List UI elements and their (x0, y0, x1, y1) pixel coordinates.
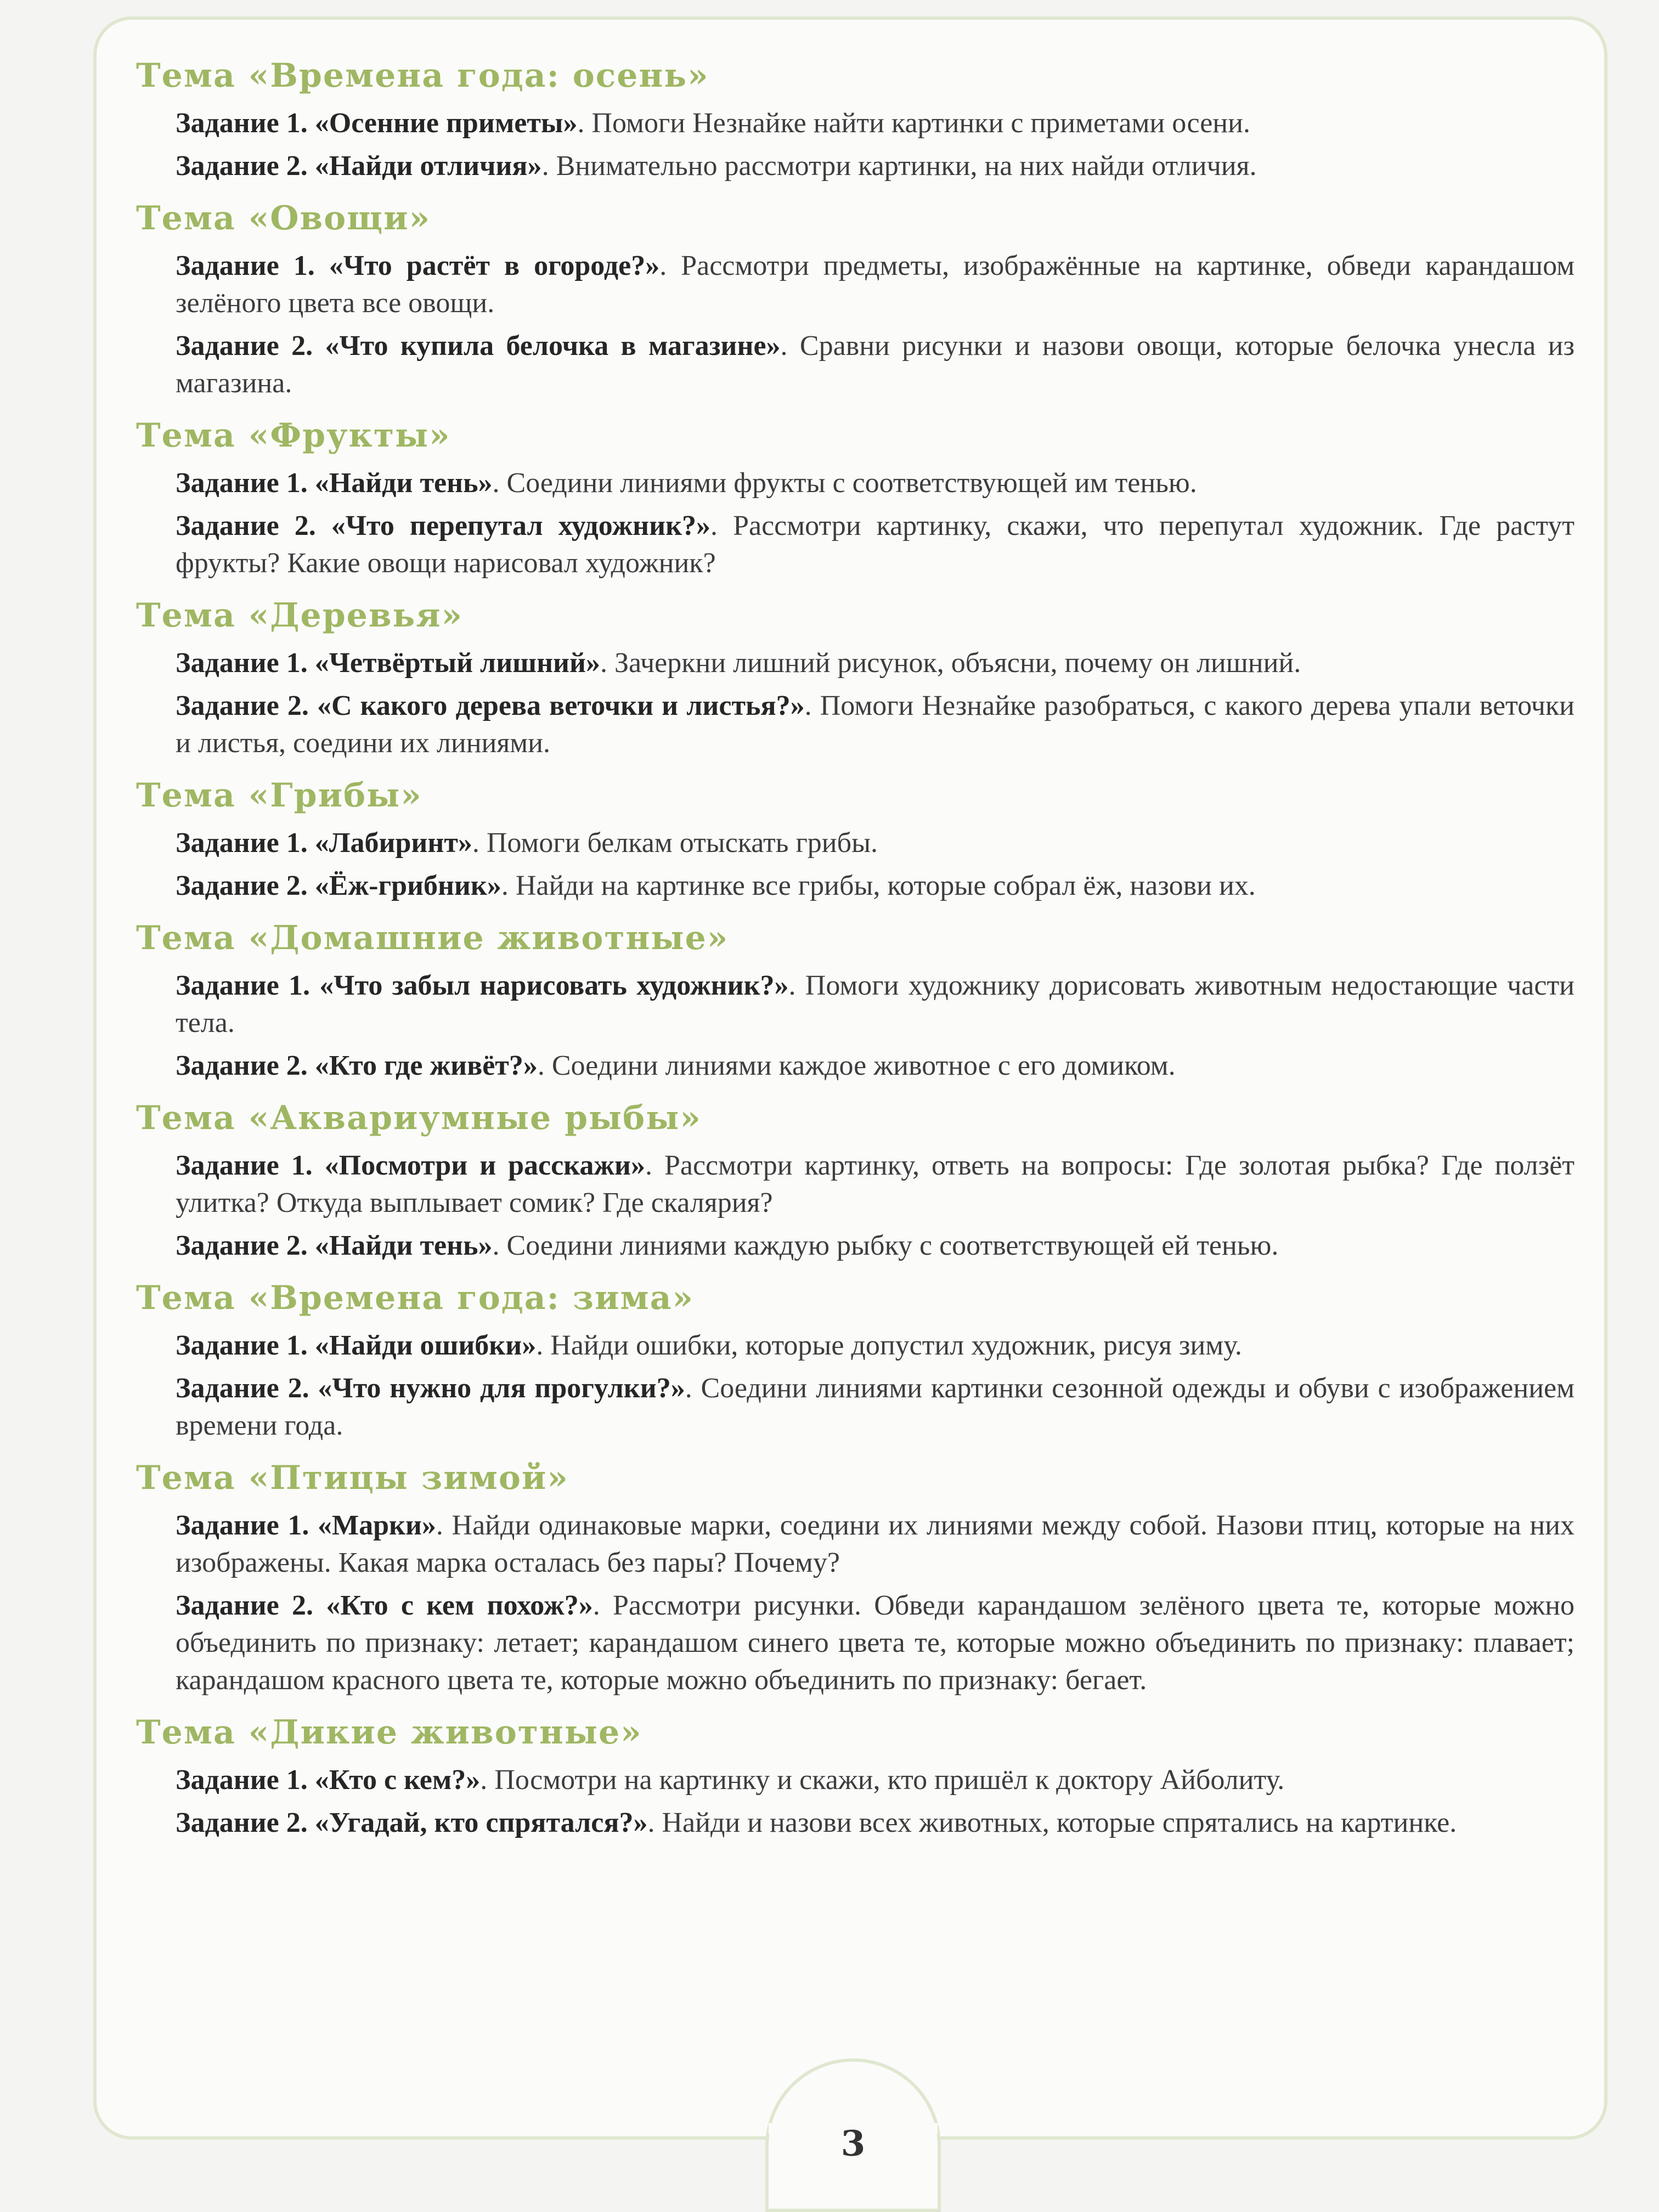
task-item (176, 1762, 1575, 1799)
task-item (176, 687, 1575, 762)
task-label: Задание 2. (176, 1050, 308, 1081)
task-name: «Что нужно для прогулки?» (318, 1373, 685, 1404)
task-item (176, 1370, 1575, 1444)
task-text: . Найди на картинке все грибы, которые собрал ёж, назови их. (501, 870, 1256, 901)
task-label: Задание 1. (176, 1150, 313, 1181)
task-item (176, 1147, 1575, 1222)
page-number: 3 (840, 2123, 866, 2164)
task-name: «Угадай, кто спрятался?» (314, 1807, 648, 1838)
task-text: . Соедини линиями картинки сезонной одежды и обуви с изображением времени года. (176, 1373, 1575, 1441)
task-text: . Посмотри на картинку и скажи, кто пришёл к доктору Айболиту. (480, 1764, 1285, 1796)
task-text: . Соедини линиями каждую рыбку с соответствующей ей тенью. (492, 1230, 1279, 1261)
section-autumn (126, 52, 1575, 185)
task-item (176, 148, 1575, 185)
task-label: Задание 2. (176, 870, 308, 901)
section-title: Тема «Фрукты» (136, 416, 451, 455)
task-item (176, 825, 1575, 862)
task-text: . Рассмотри картинку, ответь на вопросы: Где золотая рыбка? Где ползёт улитка? Откуда выплывает сомик? Где скалярия? (176, 1150, 1575, 1218)
task-text: . Найди одинаковые марки, соедини их линиями между собой. Назови птиц, которые на них изображены. Какая марка осталась без пары? Почему? (176, 1510, 1575, 1578)
section-title: Тема «Аквариумные рыбы» (136, 1099, 702, 1137)
section-title: Тема «Деревья» (136, 596, 464, 635)
task-text: . Помоги Незнайке найти картинки с приметами осени. (577, 108, 1250, 139)
task-label: Задание 2. (176, 690, 309, 721)
task-name: «Марки» (318, 1510, 436, 1541)
section-domestic-animals (126, 915, 1575, 1085)
task-item (176, 1804, 1575, 1842)
task-name: «Найди ошибки» (314, 1330, 537, 1361)
task-text: . Помоги белкам отыскать грибы. (472, 827, 878, 859)
task-item (176, 645, 1575, 682)
page-content (126, 52, 1575, 1847)
task-label: Задание 1. (176, 1764, 308, 1796)
task-name: «Найди отличия» (314, 150, 542, 182)
task-name: «Посмотри и расскажи» (324, 1150, 646, 1181)
task-name: «Что растёт в огороде?» (329, 250, 660, 281)
task-label: Задание 2. (176, 150, 308, 182)
task-text: . Найди и назови всех животных, которые спрятались на картинке. (647, 1807, 1457, 1838)
section-wild-animals (126, 1709, 1575, 1842)
task-label: Задание 1. (176, 827, 308, 859)
section-trees (126, 592, 1575, 762)
task-name: «Найди тень» (314, 467, 493, 499)
task-label: Задание 1. (176, 647, 308, 679)
task-text: . Внимательно рассмотри картинки, на них найди отличия. (541, 150, 1257, 182)
task-item (176, 1507, 1575, 1582)
task-item (176, 247, 1575, 322)
task-name: «Что забыл нарисовать художник?» (319, 970, 789, 1001)
task-item (176, 328, 1575, 402)
section-title: Тема «Времена года: осень» (136, 57, 709, 95)
task-text: . Соедини линиями фрукты с соответствующей им тенью. (492, 467, 1197, 499)
task-text: . Рассмотри рисунки. Обведи карандашом зелёного цвета те, которые можно объединить по признаку: летает; карандашом синего цвета те, которые можно объединить по признаку: плавает; карандашом красного цвета те, которые можно объединить по признаку: бегает. (176, 1590, 1575, 1696)
task-name: «Что перепутал художник?» (331, 510, 711, 541)
task-text: . Соедини линиями каждое животное с его домиком. (537, 1050, 1176, 1081)
task-label: Задание 1. (176, 467, 308, 499)
task-item (176, 465, 1575, 502)
task-label: Задание 1. (176, 250, 315, 281)
task-text: . Помоги Незнайке разобраться, с какого дерева упали веточки и листья, соедини их линиями. (176, 690, 1575, 759)
task-text: . Зачеркни лишний рисунок, объясни, почему он лишний. (600, 647, 1301, 679)
section-vegetables (126, 195, 1575, 402)
task-name: «Ёж-грибник» (314, 870, 501, 901)
task-text: . Найди ошибки, которые допустил художник, рисуя зиму. (536, 1330, 1242, 1361)
task-label: Задание 2. (176, 510, 316, 541)
task-item (176, 1227, 1575, 1265)
task-item (176, 105, 1575, 142)
task-label: Задание 2. (176, 1807, 308, 1838)
section-winter (126, 1274, 1575, 1444)
task-text: . Сравни рисунки и назови овощи, которые белочка унесла из магазина. (176, 330, 1575, 399)
section-title: Тема «Дикие животные» (136, 1713, 642, 1752)
task-text: . Рассмотри предметы, изображённые на картинке, обведи карандашом зелёного цвета все овощи. (176, 250, 1575, 319)
task-name: «Что купила белочка в магазине» (325, 330, 781, 362)
section-title: Тема «Домашние животные» (136, 919, 729, 957)
task-item (176, 507, 1575, 582)
task-name: «Осенние приметы» (314, 108, 578, 139)
section-aquarium-fish (126, 1094, 1575, 1265)
task-label: Задание 2. (176, 330, 313, 362)
task-label: Задание 1. (176, 970, 311, 1001)
section-mushrooms (126, 772, 1575, 905)
section-fruits (126, 412, 1575, 582)
task-label: Задание 2. (176, 1373, 309, 1404)
task-name: «С какого дерева веточки и листья?» (317, 690, 805, 721)
task-item (176, 1047, 1575, 1085)
task-item (176, 867, 1575, 905)
task-item (176, 967, 1575, 1042)
task-name: «Лабиринт» (314, 827, 472, 859)
task-label: Задание 1. (176, 108, 308, 139)
section-title: Тема «Грибы» (136, 776, 422, 815)
task-name: «Кто с кем?» (314, 1764, 481, 1796)
task-text: . Рассмотри картинку, скажи, что перепутал художник. Где растут фрукты? Какие овощи нарисовал художник? (176, 510, 1575, 579)
task-label: Задание 1. (176, 1510, 309, 1541)
section-winter-birds (126, 1454, 1575, 1699)
task-label: Задание 1. (176, 1330, 308, 1361)
task-label: Задание 2. (176, 1590, 314, 1621)
task-name: «Найди тень» (314, 1230, 493, 1261)
task-item (176, 1327, 1575, 1364)
task-name: «Кто с кем похож?» (326, 1590, 593, 1621)
task-label: Задание 2. (176, 1230, 308, 1261)
section-title: Тема «Овощи» (136, 199, 431, 238)
task-name: «Кто где живёт?» (314, 1050, 538, 1081)
task-text: . Помоги художнику дорисовать животным недостающие части тела. (176, 970, 1575, 1039)
section-title: Тема «Птицы зимой» (136, 1459, 569, 1497)
task-item (176, 1587, 1575, 1699)
section-title: Тема «Времена года: зима» (136, 1279, 695, 1317)
task-name: «Четвёртый лишний» (314, 647, 600, 679)
